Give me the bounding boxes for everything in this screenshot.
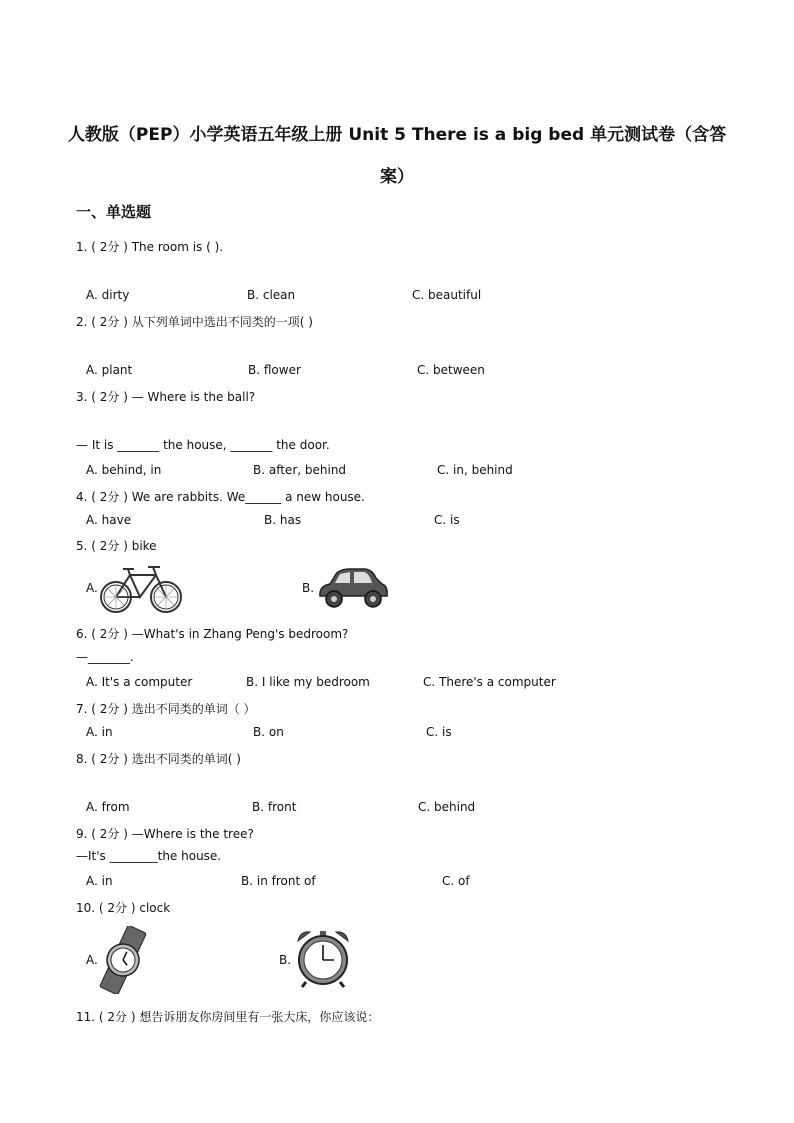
q7-option-b: B. on <box>253 725 284 739</box>
q7-option-a: A. in <box>86 725 113 739</box>
q4-option-b: B. has <box>264 513 302 527</box>
q5-option-b: B. <box>302 581 315 595</box>
q9-option-c: C. of <box>442 874 470 888</box>
q7-option-c: C. is <box>426 725 452 739</box>
q5-option-a: A. <box>86 581 98 595</box>
q8-option-c: C. behind <box>418 800 476 814</box>
wristwatch-image <box>98 926 148 994</box>
question-6-line2: —_______. <box>76 650 134 664</box>
q6-option-a: A. It's a computer <box>86 675 193 689</box>
q1-option-b: B. clean <box>247 288 296 302</box>
q9-option-b: B. in front of <box>241 874 316 888</box>
q3-option-c: C. in, behind <box>437 463 513 477</box>
q10-option-a: A. <box>86 953 98 967</box>
question-3-line2: — It is _______ the house, _______ the door. <box>76 438 330 452</box>
q6-option-c: C. There's a computer <box>423 675 556 689</box>
q2-option-c: C. between <box>417 363 485 377</box>
question-8-stem: 8. ( 2分 ) 选出不同类的单词( ) <box>76 752 241 766</box>
question-9-stem: 9. ( 2分 ) —Where is the tree? <box>76 827 254 841</box>
alarm-clock-image <box>292 927 354 989</box>
q10-option-b: B. <box>279 953 292 967</box>
q2-option-a: A. plant <box>86 363 133 377</box>
question-1-stem: 1. ( 2分 ) The room is ( ). <box>76 240 224 254</box>
question-11-stem: 11. ( 2分 ) 想告诉朋友你房间里有一张大床，你应该说： <box>76 1010 380 1024</box>
question-6-stem: 6. ( 2分 ) —What's in Zhang Peng's bedroom? <box>76 627 349 641</box>
q1-option-c: C. beautiful <box>412 288 482 302</box>
q8-option-a: A. from <box>86 800 130 814</box>
q9-option-a: A. in <box>86 874 113 888</box>
question-7-stem: 7. ( 2分 ) 选出不同类的单词（ ） <box>76 702 256 716</box>
q2-option-b: B. flower <box>248 363 301 377</box>
document-title: 人教版（PEP）小学英语五年级上册 Unit 5 There is a big bed 单元测试卷（含答案） <box>67 125 727 187</box>
question-9-line2: —It's ________the house. <box>76 849 222 863</box>
car-image <box>316 566 390 610</box>
question-2-stem: 2. ( 2分 ) 从下列单词中选出不同类的一项( ) <box>76 315 313 329</box>
q4-option-a: A. have <box>86 513 132 527</box>
question-3-stem: 3. ( 2分 ) — Where is the ball? <box>76 390 256 404</box>
question-4-stem: 4. ( 2分 ) We are rabbits. We______ a new house. <box>76 490 365 504</box>
section-heading: 一、单选题 <box>76 203 152 221</box>
question-5-stem: 5. ( 2分 ) bike <box>76 539 157 553</box>
question-10-stem: 10. ( 2分 ) clock <box>76 901 171 915</box>
q4-option-c: C. is <box>434 513 460 527</box>
q3-option-b: B. after, behind <box>253 463 347 477</box>
q3-option-a: A. behind, in <box>86 463 162 477</box>
bicycle-image <box>98 561 184 615</box>
q8-option-b: B. front <box>252 800 297 814</box>
q6-option-b: B. I like my bedroom <box>246 675 370 689</box>
q1-option-a: A. dirty <box>86 288 130 302</box>
